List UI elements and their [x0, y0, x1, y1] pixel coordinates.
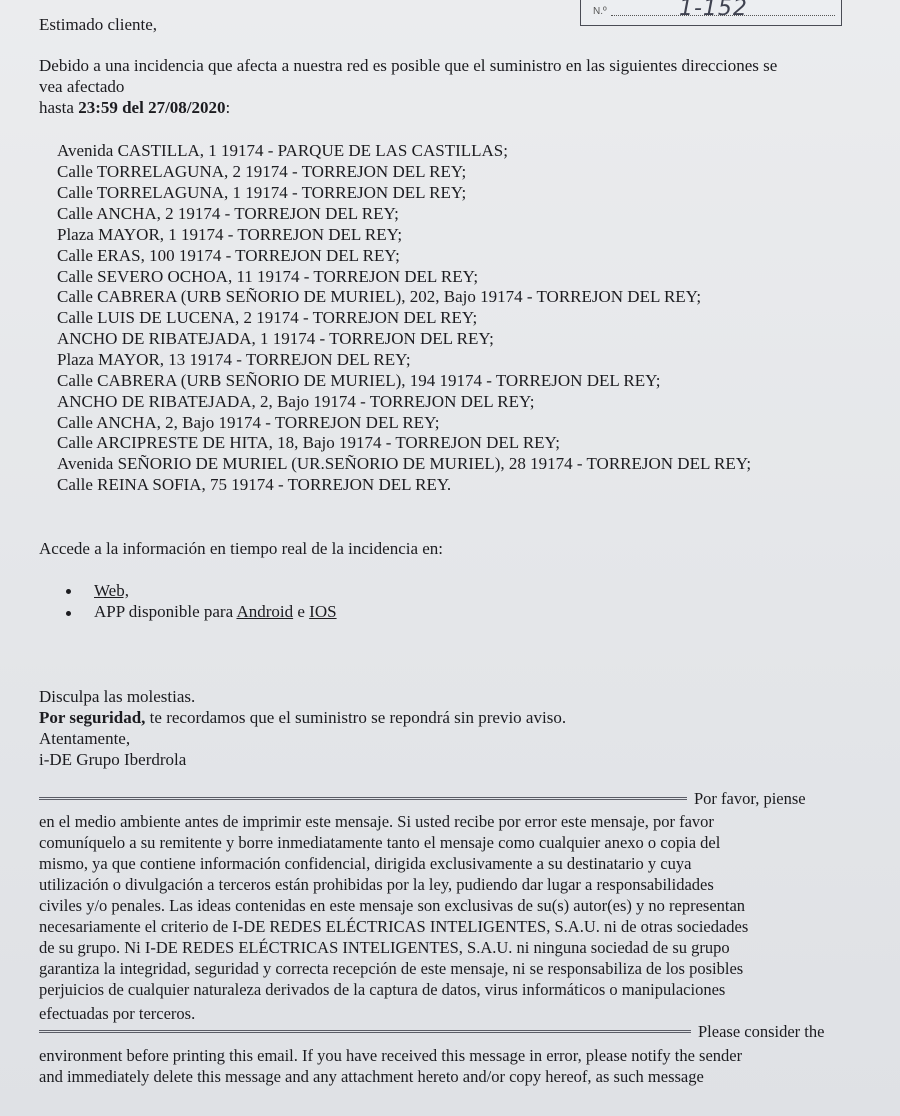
- and-word: e: [293, 602, 310, 621]
- document-number-stamp: [580, 0, 842, 26]
- signature: i-DE Grupo Iberdrola: [39, 750, 187, 769]
- address-item: Calle ERAS, 100 19174 - TORREJON DEL REY;: [57, 246, 400, 265]
- greeting: Estimado cliente,: [39, 15, 158, 34]
- web-link-text[interactable]: Web,: [94, 581, 129, 600]
- intro-line-3: [39, 98, 230, 118]
- address-item: Avenida CASTILLA, 1 19174 - PARQUE DE LAS CASTILLAS;: [57, 141, 508, 160]
- ios-link[interactable]: IOS: [309, 602, 337, 621]
- address-item: Calle CABRERA (URB SEÑORIO DE MURIEL), 202, Bajo 19174 - TORREJON DEL REY;: [57, 287, 702, 306]
- security-bold: Por seguridad,: [39, 708, 146, 727]
- address-item: Calle ARCIPRESTE DE HITA, 18, Bajo 19174 - TORREJON DEL REY;: [57, 433, 560, 452]
- address-item: Calle TORRELAGUNA, 2 19174 - TORREJON DEL REY;: [57, 162, 467, 181]
- disclaimer-es-line: necesariamente el criterio de I-DE REDES ELÉCTRICAS INTELIGENTES, S.A.U. ni de otras sociedades: [39, 917, 749, 936]
- address-item: Avenida SEÑORIO DE MURIEL (UR.SEÑORIO DE MURIEL), 28 19174 - TORREJON DEL REY;: [57, 454, 752, 473]
- disclaimer-es-line: perjuicios de cualquier naturaleza derivados de la captura de datos, virus informáticos o manipulaciones: [39, 980, 726, 999]
- disclaimer-es-line: garantiza la integridad, seguridad y correcta recepción de este mensaje, ni se responsabiliza de los posibles: [39, 959, 744, 978]
- web-link[interactable]: [94, 581, 129, 601]
- disclaimer-es-line: de su grupo. Ni I-DE REDES ELÉCTRICAS INTELIGENTES, S.A.U. ni ninguna sociedad de su grupo: [39, 938, 730, 957]
- address-item: Calle REINA SOFIA, 75 19174 - TORREJON DEL REY.: [57, 475, 452, 494]
- address-item: Plaza MAYOR, 1 19174 - TORREJON DEL REY;: [57, 225, 403, 244]
- intro-until-suffix: :: [225, 98, 231, 117]
- disclaimer-es-line: utilización o divulgación a terceros están prohibidas por la ley, pudiendo dar lugar a responsabilidades: [39, 875, 714, 894]
- disclaimer-es-line: mismo, ya que contiene información confidencial, dirigida exclusivamente a su destinatario y cuya: [39, 854, 692, 873]
- stamp-handwritten-number: 1-152: [679, 0, 748, 21]
- address-item: Calle ANCHA, 2 19174 - TORREJON DEL REY;: [57, 204, 399, 223]
- address-item: Calle TORRELAGUNA, 1 19174 - TORREJON DEL REY;: [57, 183, 467, 202]
- access-heading: Accede a la información en tiempo real de la incidencia en:: [39, 539, 444, 558]
- bullet-dot: [66, 611, 71, 616]
- disclaimer-en-tail: Please consider the: [698, 1022, 825, 1041]
- intro-until-prefix: hasta: [39, 98, 79, 117]
- intro-deadline: 23:59 del 27/08/2020: [78, 98, 226, 117]
- app-prefix: APP disponible para: [94, 602, 237, 621]
- address-item: Calle CABRERA (URB SEÑORIO DE MURIEL), 194 19174 - TORREJON DEL REY;: [57, 371, 661, 390]
- app-availability-line: [94, 602, 337, 622]
- disclaimer-es-line: comuníquelo a su remitente y borre inmediatamente tanto el mensaje como cualquier anexo o copia del: [39, 833, 721, 852]
- disclaimer-es-tail: Por favor, piense: [694, 789, 806, 808]
- address-item: Plaza MAYOR, 13 19174 - TORREJON DEL REY;: [57, 350, 411, 369]
- bullet-dot: [66, 589, 71, 594]
- disclaimer-es-line: civiles y/o penales. Las ideas contenidas en este mensaje son exclusivas de su(s) autor(es) y no representan: [39, 896, 746, 915]
- intro-line-1: Debido a una incidencia que afecta a nuestra red es posible que el suministro en las siguientes direcciones se: [39, 56, 778, 75]
- address-item: ANCHO DE RIBATEJADA, 2, Bajo 19174 - TORREJON DEL REY;: [57, 392, 535, 411]
- stamp-label: N.º: [593, 6, 607, 17]
- security-rest: te recordamos que el suministro se repondrá sin previo aviso.: [145, 708, 567, 727]
- apology: Disculpa las molestias.: [39, 687, 196, 706]
- android-link[interactable]: Android: [236, 602, 294, 621]
- disclaimer-en-line: environment before printing this email. If you have received this message in error, please notify the sender: [39, 1046, 743, 1065]
- disclaimer-es-line: efectuadas por terceros.: [39, 1004, 196, 1023]
- security-notice: [39, 708, 566, 728]
- regards: Atentamente,: [39, 729, 131, 748]
- disclaimer-en-line: and immediately delete this message and any attachment hereto and/or copy hereof, as such message: [39, 1067, 704, 1086]
- address-item: Calle SEVERO OCHOA, 11 19174 - TORREJON DEL REY;: [57, 267, 479, 286]
- separator-rule: [39, 1030, 691, 1033]
- disclaimer-es-line: en el medio ambiente antes de imprimir este mensaje. Si usted recibe por error este mensaje, por favor: [39, 812, 714, 831]
- address-item: Calle ANCHA, 2, Bajo 19174 - TORREJON DEL REY;: [57, 413, 440, 432]
- intro-line-2: vea afectado: [39, 77, 125, 96]
- address-item: Calle LUIS DE LUCENA, 2 19174 - TORREJON DEL REY;: [57, 308, 478, 327]
- address-item: ANCHO DE RIBATEJADA, 1 19174 - TORREJON DEL REY;: [57, 329, 494, 348]
- separator-rule: [39, 797, 687, 800]
